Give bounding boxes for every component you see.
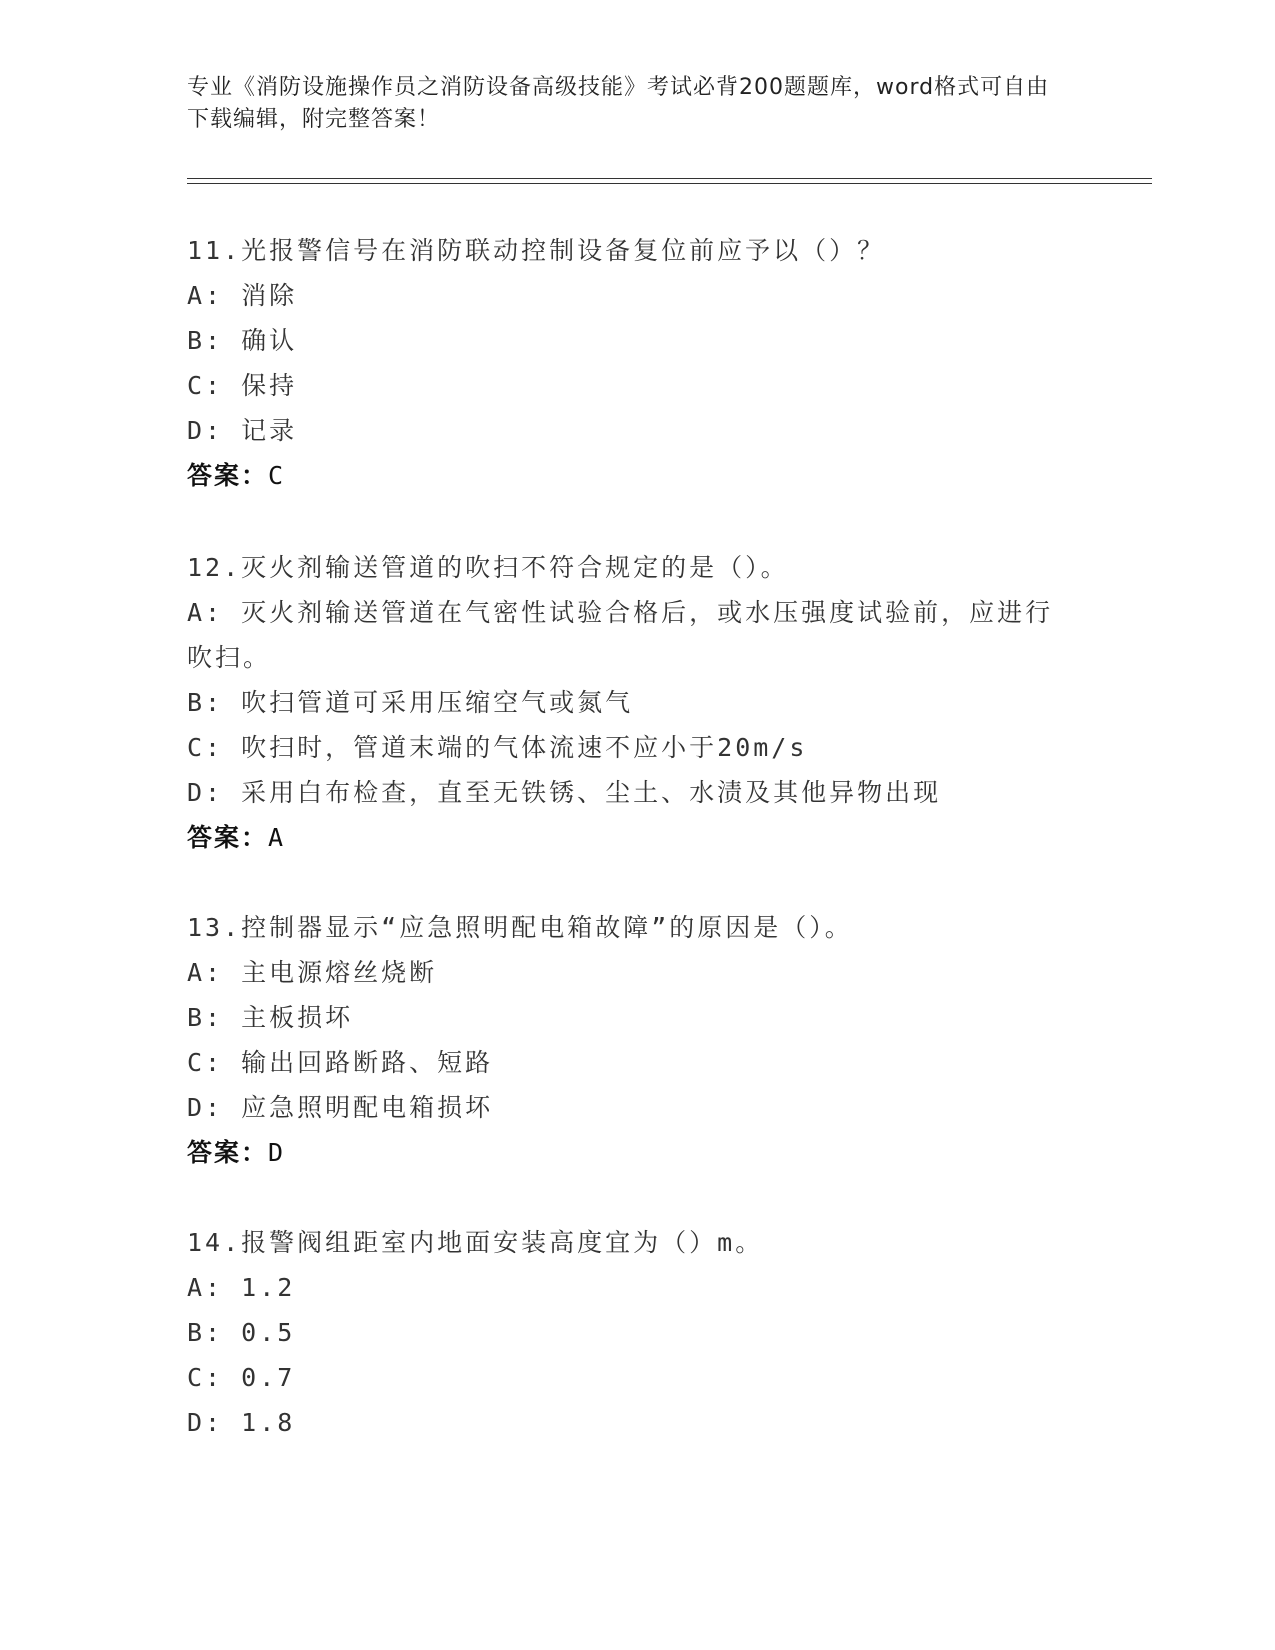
document-intro: 专业《消防设施操作员之消防设备高级技能》考试必背200题题库，word格式可自由下载编辑，附完整答案！: [187, 75, 1050, 132]
answer-value: A: [268, 823, 286, 852]
option-c: C: 吹扫时，管道末端的气体流速不应小于20m/s: [187, 733, 808, 762]
answer-line: [187, 1130, 1087, 1175]
question-stem: 12.灭火剂输送管道的吹扫不符合规定的是（）。: [187, 553, 789, 582]
option-c: C: 保持: [187, 371, 298, 400]
answer-line: [187, 815, 1087, 860]
answer-value: D: [268, 1138, 286, 1167]
question-stem: 11.光报警信号在消防联动控制设备复位前应予以（）？: [187, 236, 886, 265]
option-d: D: 应急照明配电箱损坏: [187, 1093, 494, 1122]
answer-value: C: [268, 461, 286, 490]
option-c: C: 输出回路断路、短路: [187, 1048, 494, 1077]
option-a: A: 1.2: [187, 1273, 296, 1302]
answer-label: 答案：: [187, 823, 269, 852]
option-d: D: 记录: [187, 416, 298, 445]
answer-label: 答案：: [187, 461, 269, 490]
option-b: B: 吹扫管道可采用压缩空气或氮气: [187, 688, 634, 717]
answer-line: [187, 453, 1087, 498]
option-c: C: 0.7: [187, 1363, 296, 1392]
question-12: [187, 545, 1087, 860]
option-a: A: 消除: [187, 281, 298, 310]
header-divider-top: [187, 178, 1152, 179]
question-11: [187, 228, 1087, 498]
question-14: [187, 1220, 1087, 1445]
answer-label: 答案：: [187, 1138, 269, 1167]
option-a: A: 主电源熔丝烧断: [187, 958, 438, 987]
option-d: D: 采用白布检查，直至无铁锈、尘土、水渍及其他异物出现: [187, 778, 942, 807]
option-b: B: 主板损坏: [187, 1003, 354, 1032]
question-stem: 14.报警阀组距室内地面安装高度宜为（）m。: [187, 1228, 764, 1257]
option-d: D: 1.8: [187, 1408, 296, 1437]
header-divider-bottom: [187, 183, 1152, 184]
question-stem: 13.控制器显示“应急照明配电箱故障”的原因是（）。: [187, 913, 853, 942]
option-b: B: 确认: [187, 326, 298, 355]
option-a: A: 灭火剂输送管道在气密性试验合格后，或水压强度试验前，应进行吹扫。: [187, 598, 1054, 672]
question-13: [187, 905, 1087, 1175]
option-b: B: 0.5: [187, 1318, 296, 1347]
